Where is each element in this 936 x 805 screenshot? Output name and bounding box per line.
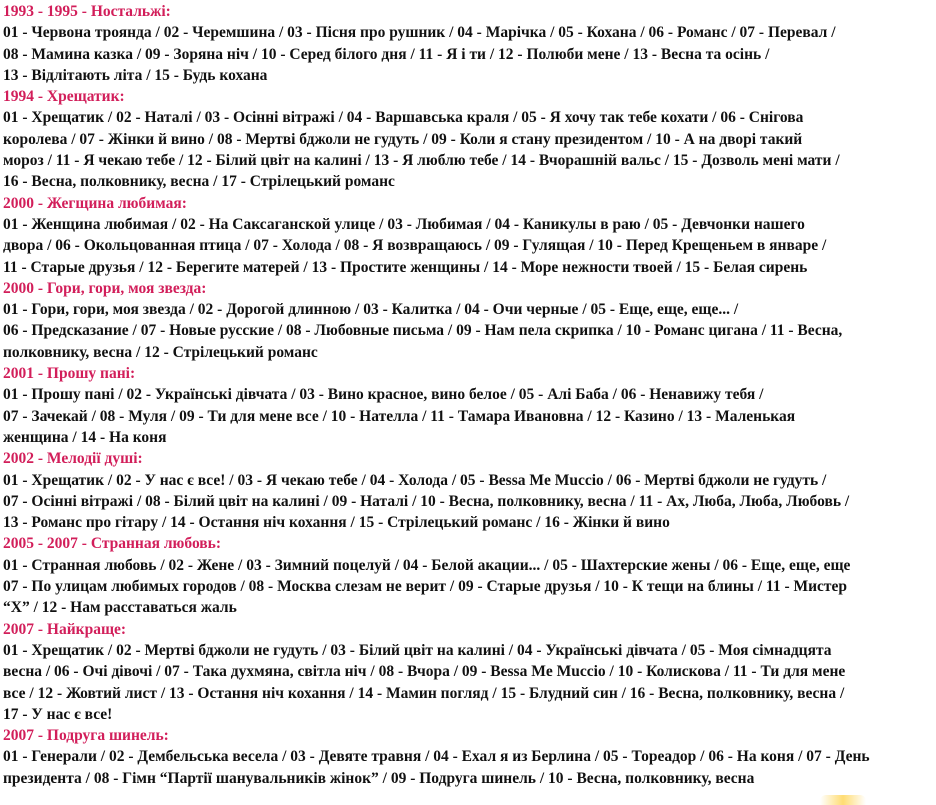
album-title: 2007 - Подруга шинель: — [3, 727, 169, 745]
album-section — [3, 533, 933, 618]
track-list — [3, 555, 933, 619]
track-line: все / 12 - Жовтий лист / 13 - Остання ніч кохання / 14 - Мамин погляд / 15 - Блудний син / 16 - Весна, полковнику, весна / — [3, 684, 845, 702]
track-list — [3, 384, 933, 448]
album-title: 1993 - 1995 - Ностальжі: — [3, 3, 171, 20]
track-line: 07 - Осінні вітражі / 08 - Білий цвіт на калині / 09 - Наталі / 10 - Весна, полковнику, весна / 11 - Ах, Люба, Люба, Любовь / — [3, 492, 850, 510]
track-line: 13 - Романс про гітару / 14 - Остання ніч кохання / 15 - Стрілецький романс / 16 - Жінки й вино — [3, 514, 670, 532]
track-line: 01 - Женщина любимая / 02 - На Саксаганской улице / 03 - Любимая / 04 - Каникулы в раю / 05 - Девчонки нашего — [3, 215, 805, 233]
track-line: 07 - Зачекай / 08 - Муля / 09 - Ти для мене все / 10 - Нателла / 11 - Тамара Ивановна / 12 - Казино / 13 - Маленькая — [3, 407, 796, 425]
track-line: женщина / 14 - На коня — [3, 428, 167, 446]
track-list — [3, 640, 933, 725]
track-line: президента / 08 - Гімн “Партії шанувальників жінок” / 09 - Подруга шинель / 10 - Весна, полковнику, весна — [3, 769, 755, 787]
album-title: 2001 - Прошу пані: — [3, 365, 136, 383]
album-section — [3, 725, 933, 789]
decorative-highlight — [820, 795, 866, 805]
track-line: 01 - Хрещатик / 02 - Наталі / 03 - Осінні вітражі / 04 - Варшавська краля / 05 - Я хочу так тебе кохати / 06 - Снігова — [3, 109, 804, 127]
album-section — [3, 448, 933, 533]
track-list — [3, 107, 933, 192]
album-section — [3, 278, 933, 363]
track-line: полковнику, весна / 12 - Стрілецький романс — [3, 343, 318, 361]
album-title: 2007 - Найкраще: — [3, 620, 127, 638]
track-line: 08 - Мамина казка / 09 - Зоряна ніч / 10 - Серед білого дня / 11 - Я і ти / 12 - Полюби мене / 13 - Весна та осінь / — [3, 45, 770, 63]
track-line: 17 - У нас є все! — [3, 705, 113, 723]
album-section — [3, 86, 933, 192]
album-section — [3, 619, 933, 725]
track-line: “Х” / 12 - Нам расставаться жаль — [3, 599, 237, 617]
track-line: 01 - Гори, гори, моя звезда / 02 - Дорогой длинною / 03 - Калитка / 04 - Очи черные / 05 - Еще, еще, еще... / — [3, 301, 739, 319]
track-line: 01 - Червона троянда / 02 - Черемшина / 03 - Пісня про рушник / 04 - Марічка / 05 - Кохана / 06 - Романс / 07 - Перевал / — [3, 24, 836, 42]
track-list — [3, 22, 933, 86]
track-list — [3, 214, 933, 278]
track-line: 01 - Хрещатик / 02 - У нас є все! / 03 - Я чекаю тебе / 04 - Холода / 05 - Bessa Me Muccio / 06 - Мертві бджоли не гудуть / — [3, 471, 827, 489]
album-title: 2002 - Мелодії душі: — [3, 450, 143, 468]
album-title: 1994 - Хрещатик: — [3, 88, 125, 106]
track-line: 07 - По улицам любимых городов / 08 - Москва слезам не верит / 09 - Старые друзья / 10 - К тещи на блины / 11 - Мистер — [3, 578, 848, 596]
album-title: 2005 - 2007 - Странная любовь: — [3, 535, 222, 553]
album-section — [3, 363, 933, 448]
track-list — [3, 470, 933, 534]
track-line: королева / 07 - Жінки й вино / 08 - Мертві бджоли не гудуть / 09 - Коли я стану президентом / 10 - А на дворі такий — [3, 130, 803, 148]
track-list — [3, 746, 933, 789]
track-line: мороз / 11 - Я чекаю тебе / 12 - Білий цвіт на калині / 13 - Я люблю тебе / 14 - Вчорашній вальс / 15 - Дозволь мені мати / — [3, 152, 840, 170]
track-line: 01 - Странная любовь / 02 - Жене / 03 - Зимний поцелуй / 04 - Белой акации... / 05 - Шахтерские жены / 06 - Еще, еще, еще — [3, 556, 851, 574]
track-line: 01 - Прошу пані / 02 - Українські дівчата / 03 - Вино красное, вино белое / 05 - Алі Баба / 06 - Ненавижу тебя / — [3, 386, 764, 404]
track-line: весна / 06 - Очі дівочі / 07 - Така духмяна, світла ніч / 08 - Вчора / 09 - Bessa Me Muccio / 10 - Колискова / 11 - Ти для мене — [3, 663, 846, 681]
track-line: 01 - Хрещатик / 02 - Мертві бджоли не гудуть / 03 - Білий цвіт на калині / 04 - Українські дівчата / 05 - Моя сімнадцята — [3, 641, 832, 659]
track-list — [3, 299, 933, 363]
album-section — [3, 193, 933, 278]
album-title: 2000 - Жегщина любимая: — [3, 194, 187, 212]
album-list — [3, 1, 933, 789]
track-line: 11 - Старые друзья / 12 - Берегите матерей / 13 - Простите женщины / 14 - Море нежности твоей / 15 - Белая сирень — [3, 258, 808, 276]
album-title: 2000 - Гори, гори, моя звезда: — [3, 279, 207, 297]
track-line: 01 - Генерали / 02 - Дембельська весела / 03 - Девяте травня / 04 - Ехал я из Берлина / 05 - Тореадор / 06 - На коня / 07 - День — [3, 748, 870, 766]
track-line: 13 - Відлітають літа / 15 - Будь кохана — [3, 66, 268, 84]
track-line: 16 - Весна, полковнику, весна / 17 - Стрілецький романс — [3, 173, 395, 191]
track-line: 06 - Предсказание / 07 - Новые русские / 08 - Любовные письма / 09 - Нам пела скрипка / 10 - Романс цигана / 11 - Весна, — [3, 322, 843, 340]
album-section — [3, 1, 933, 86]
track-line: двора / 06 - Окольцованная птица / 07 - Холода / 08 - Я возвращаюсь / 09 - Гулящая / 10 - Перед Крещеньем в январе / — [3, 237, 827, 255]
